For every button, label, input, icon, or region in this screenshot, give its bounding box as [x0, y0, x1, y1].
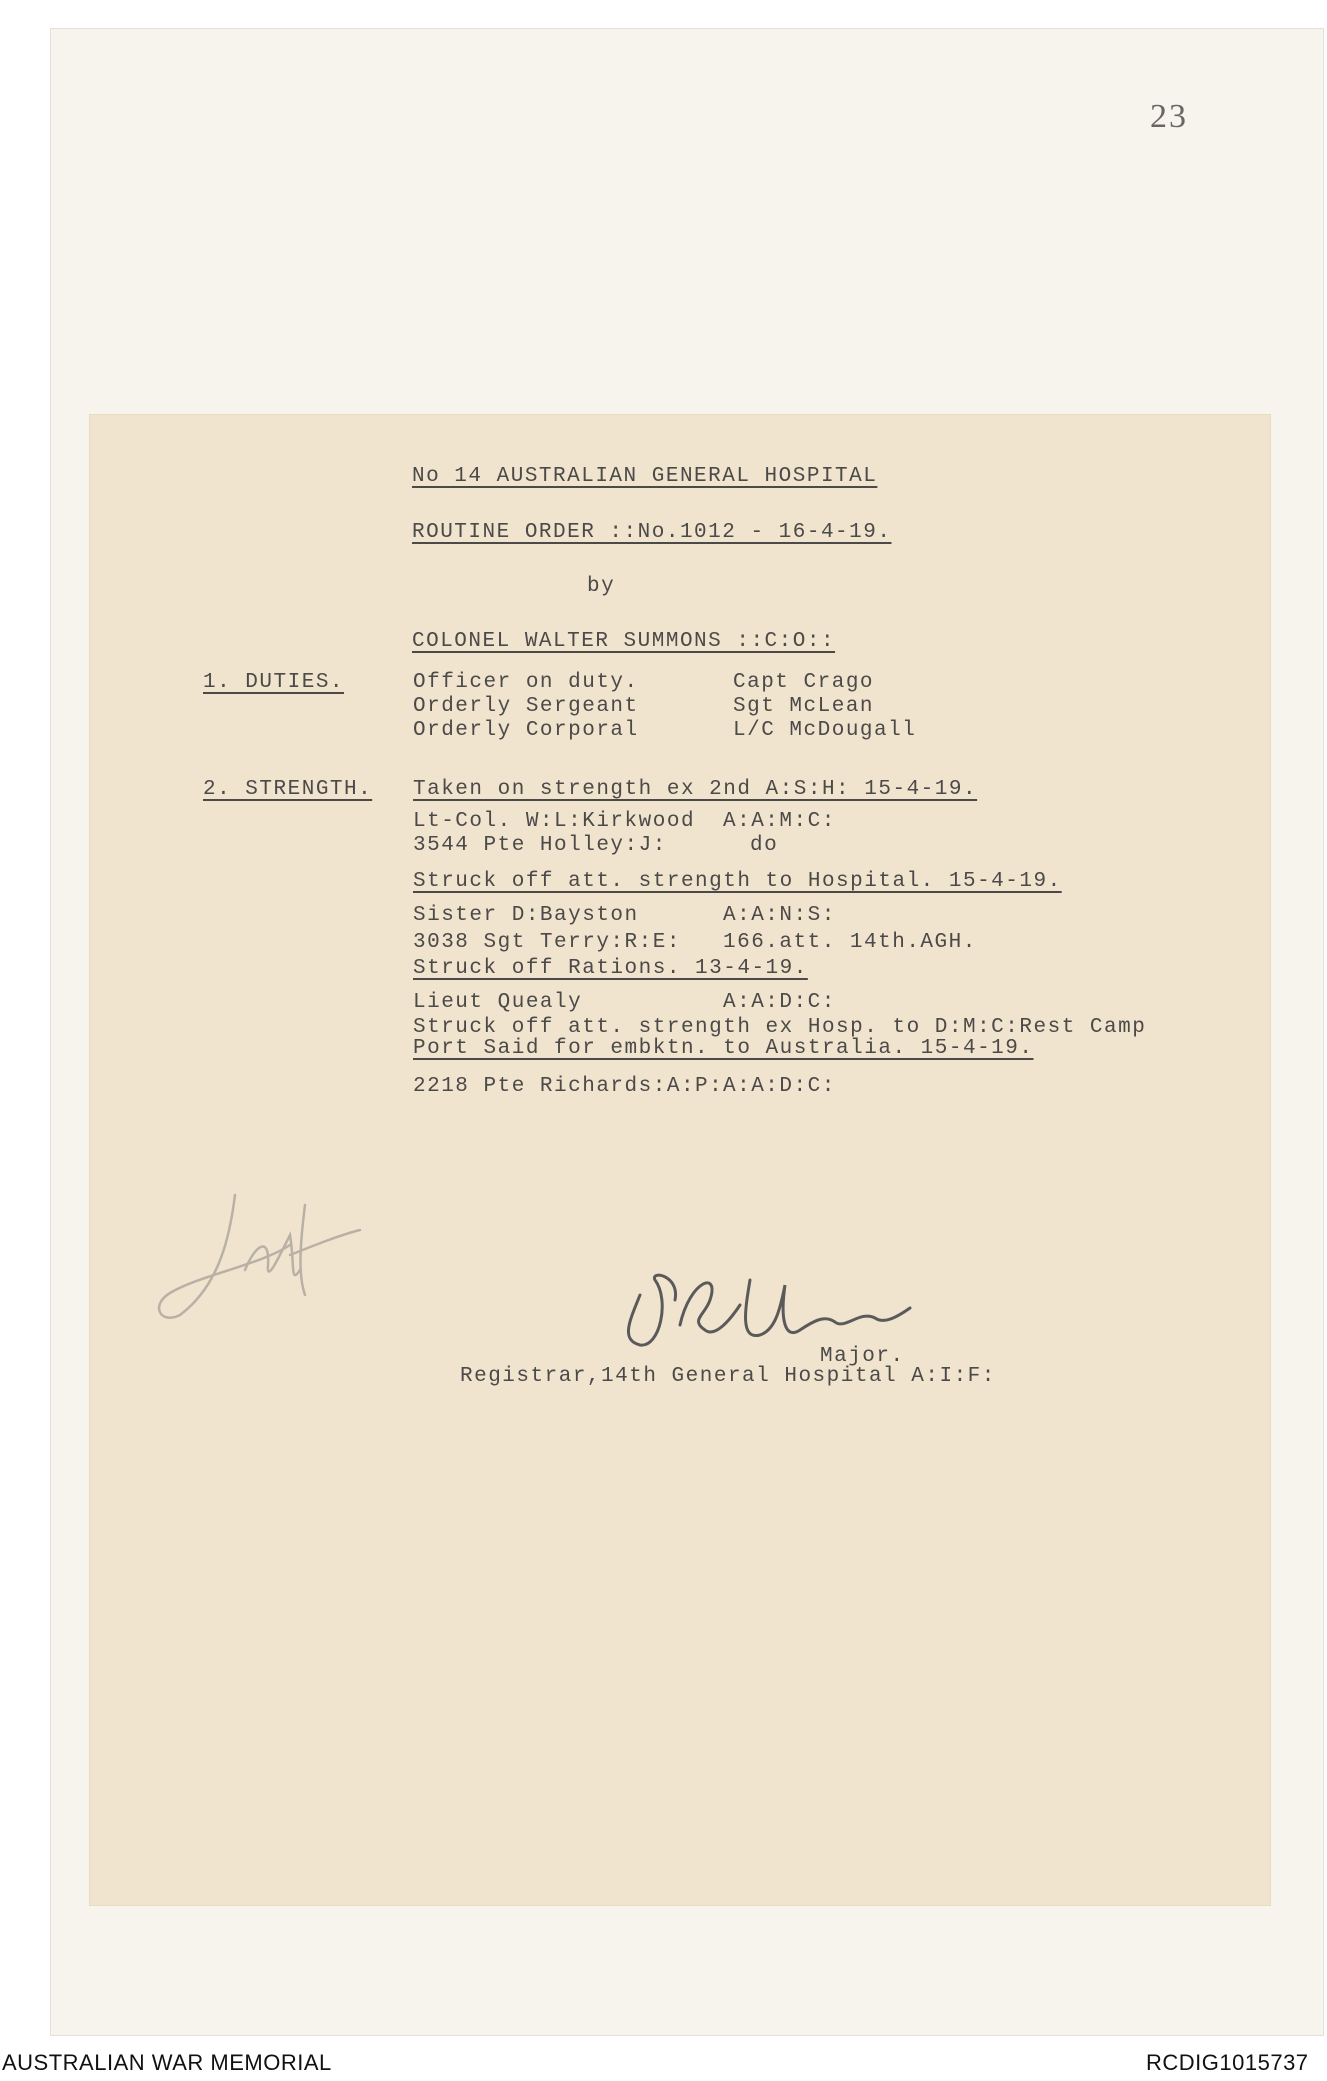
- strength-heading: 2. STRENGTH.: [203, 778, 373, 801]
- routine-order-document: [90, 415, 1270, 1905]
- strength-entry-unit: A:A:D:C:: [723, 1075, 836, 1098]
- struck-off-embark-line1: Struck off att. strength ex Hosp. to D:M:C:Rest Camp: [413, 1016, 1147, 1039]
- strength-entry-name: 2218 Pte Richards:A:P:: [413, 1075, 724, 1098]
- duty-role: Orderly Sergeant: [413, 695, 639, 718]
- footer-institution: AUSTRALIAN WAR MEMORIAL: [2, 2050, 332, 2075]
- strength-entry-name: Lieut Quealy: [413, 991, 583, 1014]
- duty-name: L/C McDougall: [733, 719, 917, 742]
- strength-entry-name: 3038 Sgt Terry:R:E:: [413, 931, 681, 954]
- signatory-title: Registrar,14th General Hospital A:I:F:: [460, 1365, 996, 1388]
- taken-on-strength-title: Taken on strength ex 2nd A:S:H: 15-4-19.: [413, 778, 978, 801]
- struck-off-embark-line2: Port Said for embktn. to Australia. 15-4-19.: [413, 1037, 1034, 1060]
- strength-entry-name: Lt-Col. W:L:Kirkwood: [413, 810, 696, 833]
- duty-name: Capt Crago: [733, 671, 875, 694]
- strength-entry-name: 3544 Pte Holley:J:: [413, 834, 667, 857]
- strength-entry-unit: A:A:M:C:: [723, 810, 836, 833]
- duty-role: Officer on duty.: [413, 671, 639, 694]
- pencil-initials: [140, 1175, 380, 1345]
- signatory-rank: Major.: [820, 1345, 905, 1368]
- strength-entry-unit: A:A:D:C:: [723, 991, 836, 1014]
- order-number: ROUTINE ORDER ::No.1012 - 16-4-19.: [412, 521, 892, 544]
- strength-entry-unit: A:A:N:S:: [723, 904, 836, 927]
- struck-off-rations-title: Struck off Rations. 13-4-19.: [413, 957, 808, 980]
- by-line: by: [587, 575, 616, 598]
- hospital-heading: No 14 AUSTRALIAN GENERAL HOSPITAL: [412, 465, 878, 488]
- duty-role: Orderly Corporal: [413, 719, 639, 742]
- struck-off-hospital-title: Struck off att. strength to Hospital. 15-4-19.: [413, 870, 1062, 893]
- strength-entry-unit: do: [750, 834, 779, 857]
- commanding-officer: COLONEL WALTER SUMMONS ::C:O::: [412, 630, 836, 653]
- page-number: 23: [1150, 98, 1188, 135]
- footer-record-id: RCDIG1015737: [1146, 2050, 1309, 2075]
- duties-heading: 1. DUTIES.: [203, 671, 345, 694]
- strength-entry-unit: 166.att. 14th.AGH.: [723, 931, 977, 954]
- duty-name: Sgt McLean: [733, 695, 875, 718]
- strength-entry-name: Sister D:Bayston: [413, 904, 639, 927]
